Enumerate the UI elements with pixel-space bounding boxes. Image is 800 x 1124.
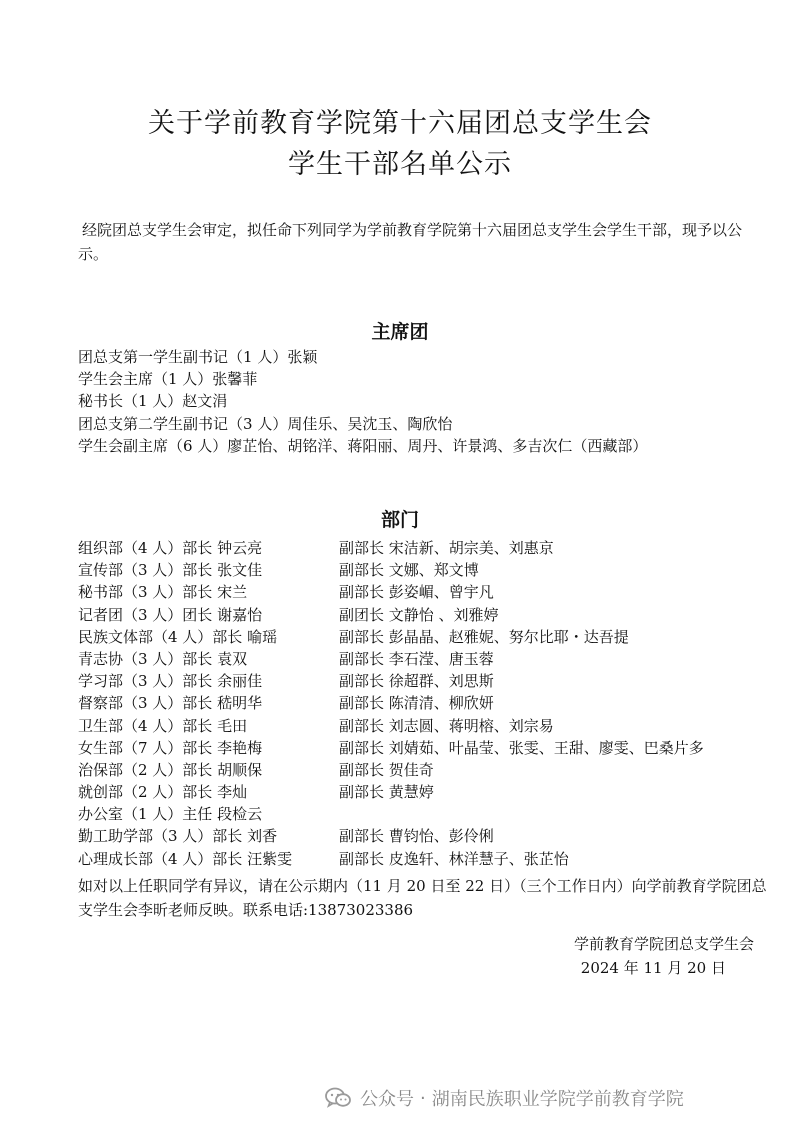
department-row bbox=[78, 604, 758, 626]
department-row bbox=[78, 781, 758, 803]
department-head: 就创部（2 人）部长 李灿 bbox=[78, 783, 248, 802]
watermark-prefix: 公众号 bbox=[360, 1089, 414, 1110]
department-vice: 副部长 彭晶晶、赵雅妮、努尔比耶・达吾提 bbox=[339, 627, 629, 646]
intro-text: 经院团总支学生会审定，拟任命下列同学为学前教育学院第十六届团总支学生会学生干部，现予以公示。 bbox=[78, 221, 743, 263]
department-vice: 副部长 刘婧茹、叶晶莹、张雯、王甜、廖雯、巴桑片多 bbox=[339, 738, 704, 757]
department-row bbox=[78, 648, 758, 670]
department-head: 卫生部（4 人）部长 毛田 bbox=[78, 716, 248, 735]
presidium-line: 团总支第二学生副书记（3 人）周佳乐、吴沈玉、陶欣怡 bbox=[78, 414, 453, 433]
signature-date: 2024 年 11 月 20 日 bbox=[580, 959, 726, 977]
department-vice: 副部长 李石滢、唐玉蓉 bbox=[339, 649, 494, 668]
department-head: 宣传部（3 人）部长 张文佳 bbox=[78, 561, 263, 580]
presidium-line: 学生会副主席（6 人）廖芷怡、胡铭洋、蒋阳丽、周丹、许景鸿、多吉次仁（西藏部） bbox=[78, 436, 648, 455]
department-vice: 副部长 皮逸轩、林洋慧子、张芷怡 bbox=[339, 849, 569, 868]
department-vice: 副部长 彭姿嵋、曾宇凡 bbox=[339, 583, 494, 602]
document-title-line-1: 关于学前教育学院第十六届团总支学生会 bbox=[148, 108, 652, 139]
department-vice: 副部长 宋洁新、胡宗美、刘惠京 bbox=[339, 539, 554, 557]
watermark-separator: · bbox=[420, 1087, 426, 1109]
department-row bbox=[78, 581, 758, 603]
department-row bbox=[78, 692, 758, 714]
department-row bbox=[78, 848, 758, 870]
department-head: 心理成长部（4 人）部长 汪紫雯 bbox=[78, 849, 293, 868]
department-head: 秘书部（3 人）部长 宋兰 bbox=[78, 583, 248, 602]
signature-block bbox=[574, 932, 754, 980]
presidium-line: 学生会主席（1 人）张馨菲 bbox=[78, 370, 258, 389]
department-vice: 副部长 黄慧婷 bbox=[339, 783, 434, 802]
department-vice: 副部长 文娜、郑文博 bbox=[339, 561, 479, 580]
department-row bbox=[78, 626, 758, 648]
department-vice: 副部长 陈清清、柳欣妍 bbox=[339, 694, 494, 713]
department-head: 学习部（3 人）部长 余丽佳 bbox=[78, 672, 263, 691]
department-row bbox=[78, 559, 758, 581]
department-row bbox=[78, 759, 758, 781]
presidium-line: 团总支第一学生副书记（1 人）张颖 bbox=[78, 348, 318, 366]
department-head: 勤工助学部（3 人）部长 刘香 bbox=[78, 827, 278, 846]
presidium-list bbox=[78, 346, 758, 457]
department-row bbox=[78, 670, 758, 692]
watermark-account: 湖南民族职业学院学前教育学院 bbox=[431, 1089, 684, 1110]
department-row bbox=[78, 737, 758, 759]
department-row bbox=[78, 803, 758, 825]
department-vice: 副部长 刘志圆、蒋明榕、刘宗易 bbox=[339, 716, 554, 735]
department-row bbox=[78, 537, 758, 559]
department-head: 组织部（4 人）部长 钟云亮 bbox=[78, 539, 263, 557]
intro-paragraph bbox=[78, 218, 768, 266]
presidium-line: 秘书长（1 人）赵文涓 bbox=[78, 392, 228, 411]
department-head: 督察部（3 人）部长 嵇明华 bbox=[78, 694, 263, 713]
department-vice: 副部长 徐超群、刘思斯 bbox=[339, 672, 494, 691]
document-title-line-2: 学生干部名单公示 bbox=[288, 149, 512, 180]
presidium-heading: 主席团 bbox=[371, 321, 429, 343]
department-list bbox=[78, 537, 758, 870]
departments-heading: 部门 bbox=[380, 509, 419, 531]
department-head: 青志协（3 人）部长 袁双 bbox=[78, 649, 248, 668]
department-vice: 副团长 文静怡 、刘雅婷 bbox=[339, 605, 499, 624]
signature-org: 学前教育学院团总支学生会 bbox=[573, 935, 754, 953]
objection-notice: 如对以上任职同学有异议，请在公示期内（11 月 20 日至 22 日）（三个工作日内）向学前教育学院团总支学生会李昕老师反映。联系电话:13873023386 bbox=[78, 877, 767, 919]
department-vice: 副部长 曹钧怡、彭伶俐 bbox=[339, 827, 494, 846]
department-head: 记者团（3 人）团长 谢嘉怡 bbox=[78, 605, 263, 624]
wechat-icon bbox=[324, 1086, 352, 1110]
wechat-watermark bbox=[324, 1083, 684, 1113]
department-head: 女生部（7 人）部长 李艳梅 bbox=[78, 738, 263, 757]
department-row bbox=[78, 715, 758, 737]
department-row bbox=[78, 825, 758, 847]
department-head: 民族文体部（4 人）部长 喻瑶 bbox=[78, 627, 278, 646]
department-head: 办公室（1 人）主任 段检云 bbox=[78, 805, 263, 824]
department-head: 治保部（2 人）部长 胡顺保 bbox=[78, 760, 263, 779]
department-vice: 副部长 贺佳奇 bbox=[339, 760, 434, 779]
